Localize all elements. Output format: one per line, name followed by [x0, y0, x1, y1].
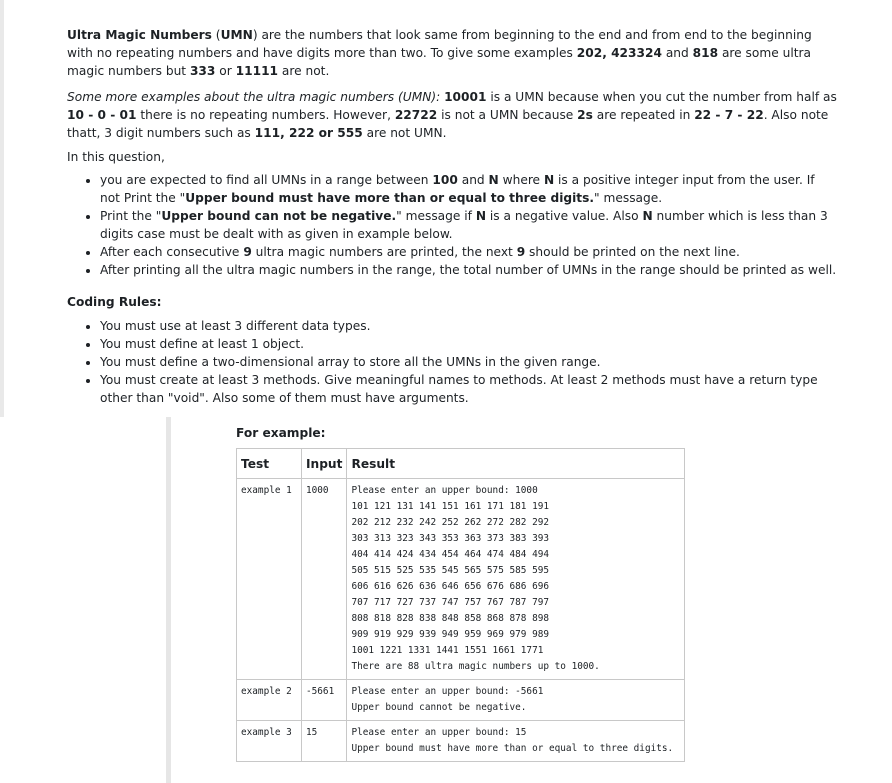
table-row [237, 680, 685, 721]
list-item: • Print the "Upper bound can not be negative." message if N is a negative value. Also N number which is less than 3 digits case must be dealt with as given in example below. [100, 207, 837, 243]
example-section [166, 417, 726, 783]
list-item: • After each consecutive 9 ultra magic numbers are printed, the next 9 should be printed on the next line. [100, 243, 837, 261]
list-item: • You must create at least 3 methods. Give meaningful names to methods. At least 2 methods must have a return type other than "void". Also some of them must have arguments. [100, 371, 837, 407]
cell-input: 15 [302, 721, 347, 762]
cell-result: Please enter an upper bound: -5661 Upper bound cannot be negative. [347, 680, 685, 721]
coding-rules-title: Coding Rules: [67, 295, 162, 309]
list-item: • You must define a two-dimensional array to store all the UMNs in the given range. [100, 353, 837, 371]
example-left-border [166, 417, 171, 783]
table-header-row [237, 449, 685, 479]
cell-result: Please enter an upper bound: 15 Upper bound must have more than or equal to three digits. [347, 721, 685, 762]
intro-paragraph-3: In this question, [67, 150, 165, 164]
cell-input: -5661 [302, 680, 347, 721]
cell-test: example 1 [237, 479, 302, 680]
requirements-list [67, 171, 837, 279]
intro-paragraph-1: Ultra Magic Numbers (UMN) are the numbers that look same from beginning to the end and from end to the beginning with no repeating numbers and have digits more than two. To give some examples 202, 423324 and 818 are some ultra magic numbers but 333 or 11111 are not. [67, 28, 812, 78]
header-test: Test [237, 449, 302, 479]
example-title: For example: [236, 426, 326, 440]
cell-test: example 2 [237, 680, 302, 721]
cell-input: 1000 [302, 479, 347, 680]
coding-rules-list [67, 317, 837, 407]
header-input: Input [302, 449, 347, 479]
question-text [67, 26, 837, 407]
list-item: • you are expected to find all UMNs in a range between 100 and N where N is a positive integer input from the user. If not Print the "Upper bound must have more than or equal to three digits." message. [100, 171, 837, 207]
list-item: • You must use at least 3 different data types. [100, 317, 837, 335]
list-item: • After printing all the ultra magic numbers in the range, the total number of UMNs in the range should be printed as well. [100, 261, 837, 279]
header-result: Result [347, 449, 685, 479]
cell-result: Please enter an upper bound: 1000 101 121 131 141 151 161 171 181 191 202 212 232 242 252 262 272 282 292 303 313 323 343 353 363 373 383 393 404 414 424 434 454 464 474 484 494 505 515 525 535 545 565 575 585 595 606 616 626 636 646 656 676 686 696 707 717 727 737 747 757 767 787 797 808 818 828 838 848 858 868 878 898 909 919 929 939 949 959 969 979 989 1001 1221 1331 1441 1551 1661 1771 There are 88 ultra magic numbers up to 1000. [347, 479, 685, 680]
list-item: • You must define at least 1 object. [100, 335, 837, 353]
intro-paragraph-2: Some more examples about the ultra magic numbers (UMN): 10001 is a UMN because when you cut the number from half as 10 - 0 - 01 there is no repeating numbers. However, 22722 is not a UMN because 2s are repeated in 22 - 7 - 22. Also note thatt, 3 digit numbers such as 111, 222 or 555 are not UMN. [67, 90, 837, 140]
example-table [236, 448, 685, 762]
table-row [237, 721, 685, 762]
table-row [237, 479, 685, 680]
cell-test: example 3 [237, 721, 302, 762]
left-border [0, 0, 4, 417]
